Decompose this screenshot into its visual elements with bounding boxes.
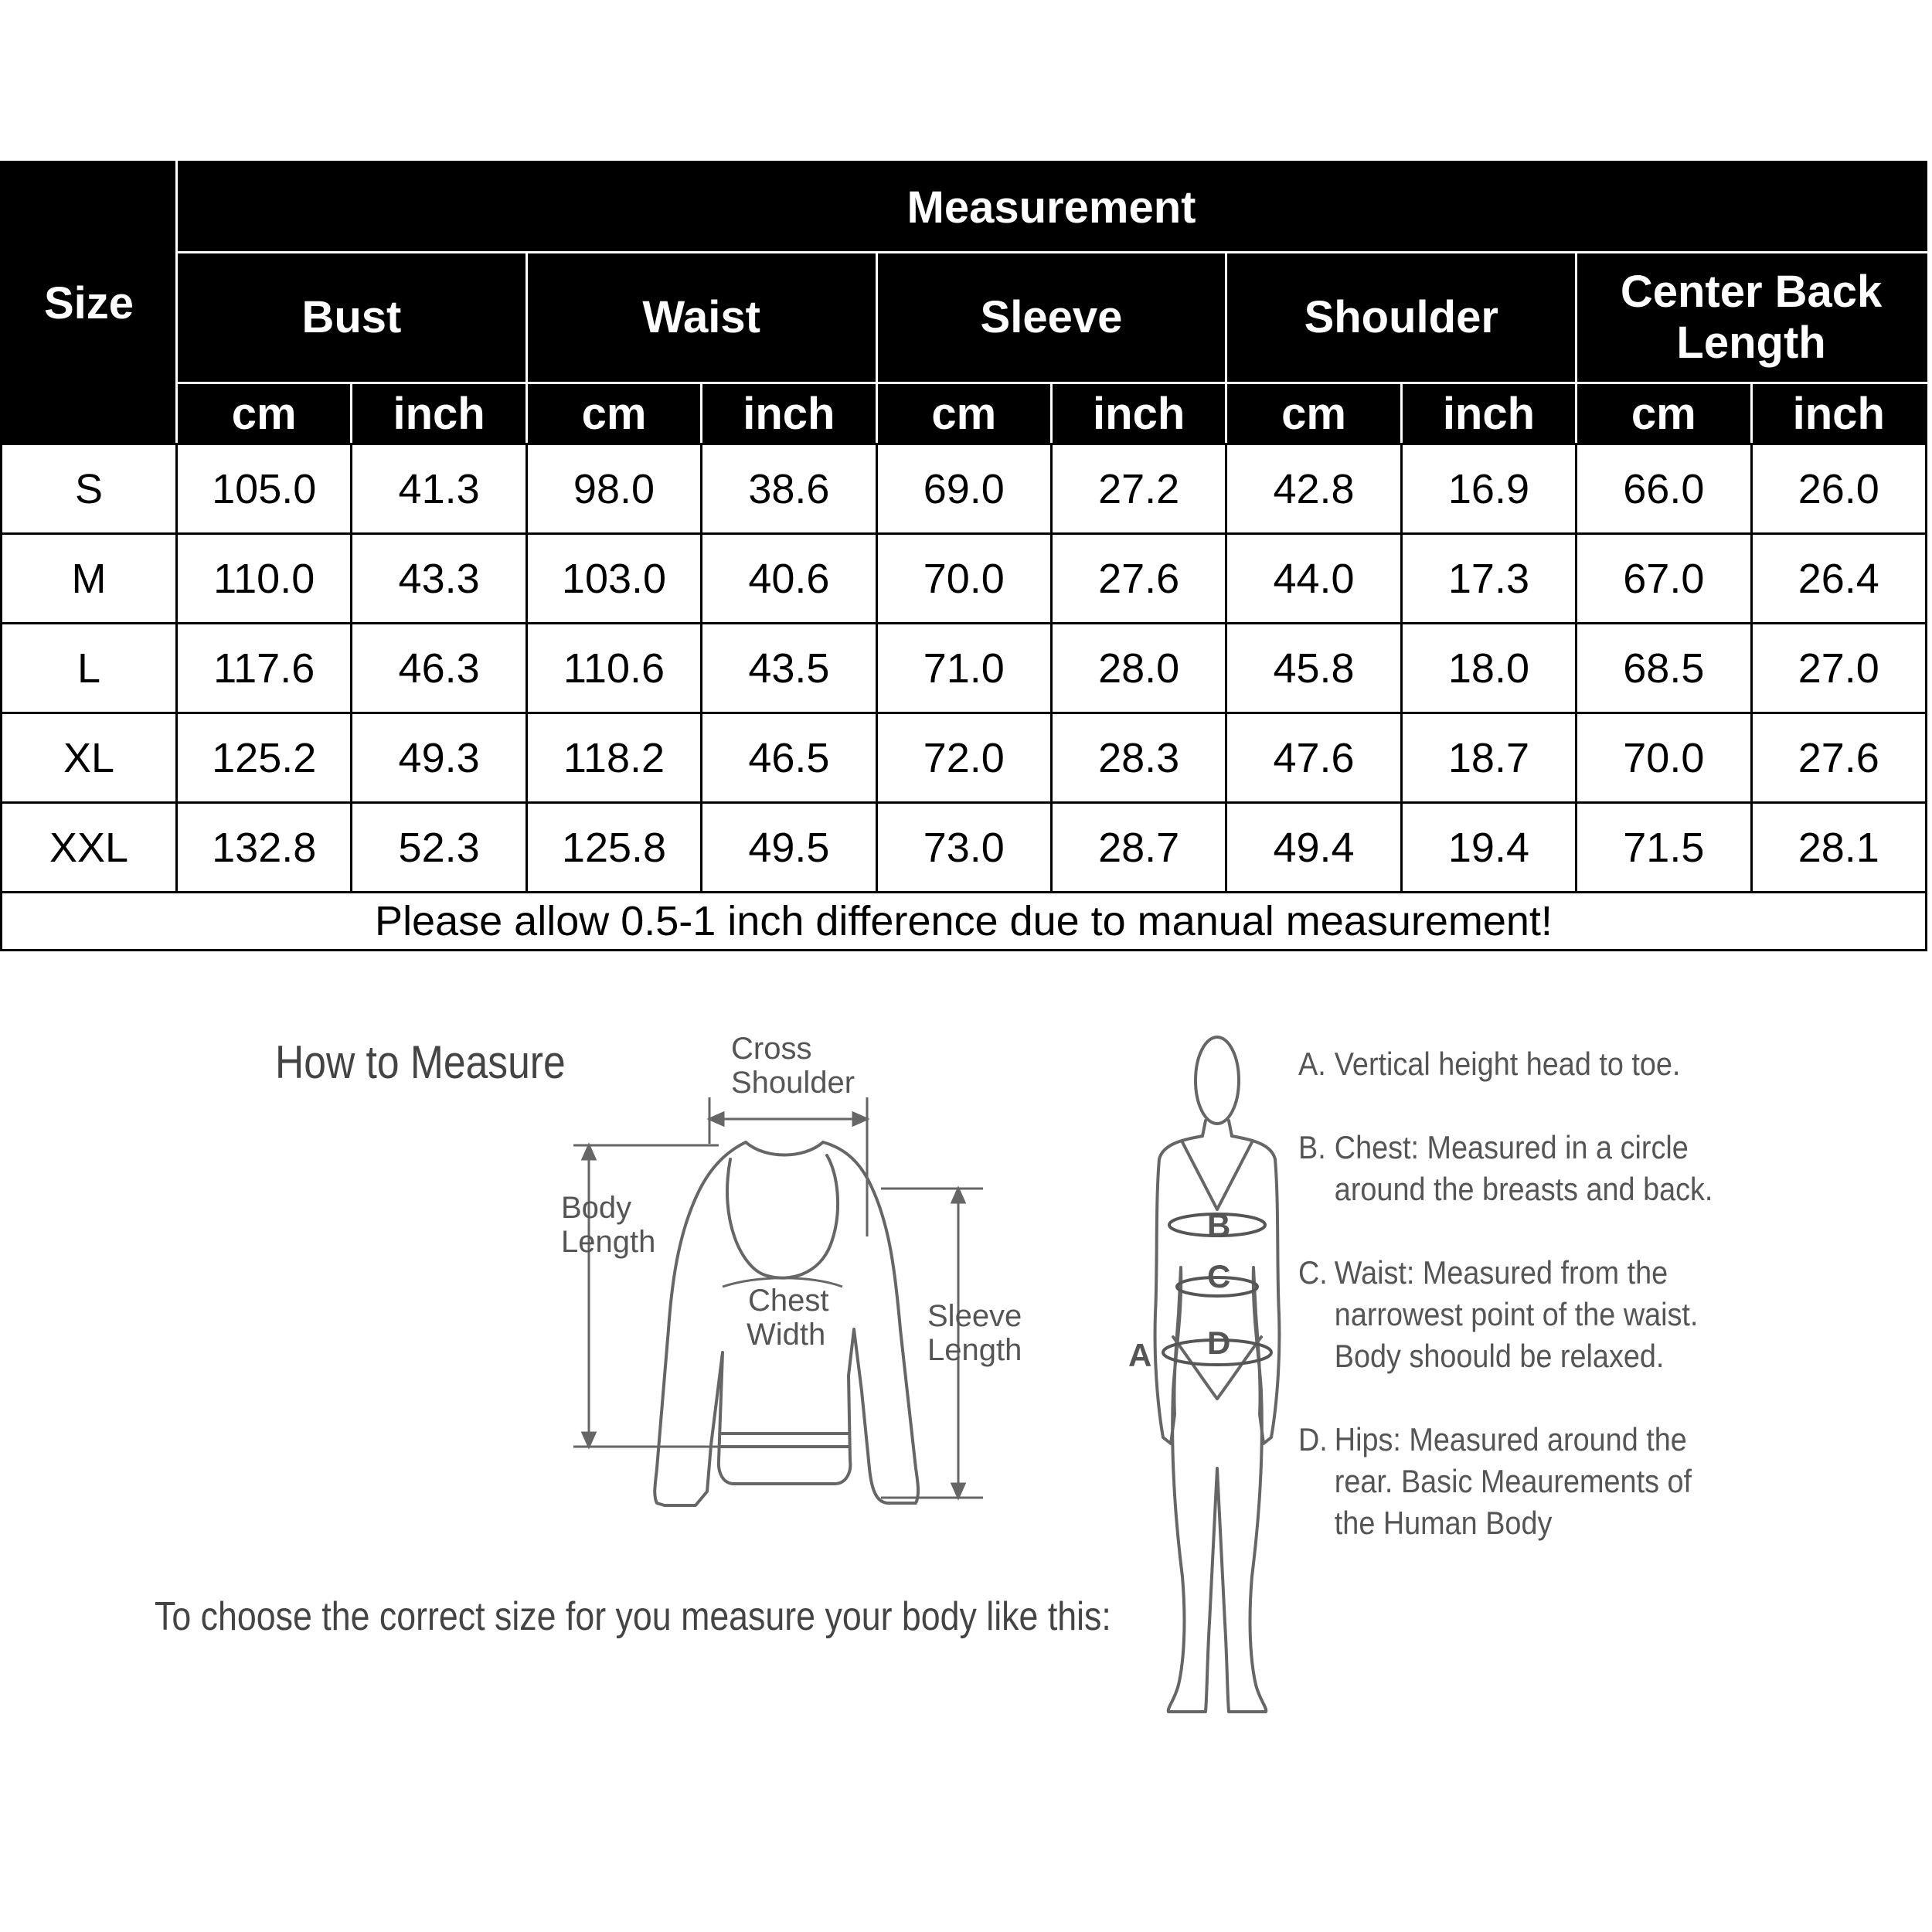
legend-text: Hips: Measured around the rear. Basic Meaurements of the Human Body	[1334, 1421, 1692, 1541]
table-cell: 71.5	[1577, 803, 1751, 893]
cross-shoulder-label: Shoulder	[731, 1066, 855, 1100]
table-row	[2, 803, 1927, 893]
table-cell: 70.0	[876, 534, 1051, 624]
table-cell: 118.2	[526, 713, 701, 803]
table-cell: 105.0	[177, 444, 352, 534]
table-cell: 47.6	[1226, 713, 1401, 803]
note-row	[2, 893, 1927, 951]
size-cell: M	[2, 534, 177, 624]
legend-item-d	[1298, 1419, 1724, 1544]
size-chart-table	[0, 161, 1927, 951]
table-cell: 42.8	[1226, 444, 1401, 534]
unit-header-cm: cm	[1226, 383, 1401, 444]
table-cell: 17.3	[1401, 534, 1576, 624]
legend-letter: A.	[1298, 1046, 1326, 1082]
table-cell: 71.0	[876, 624, 1051, 713]
body-length-label: Length	[561, 1225, 656, 1259]
shirt-illustration	[655, 1142, 918, 1505]
table-cell: 28.7	[1051, 803, 1226, 893]
table-row	[2, 713, 1927, 803]
unit-header-inch: inch	[1051, 383, 1226, 444]
table-cell: 110.0	[177, 534, 352, 624]
table-cell: 49.5	[702, 803, 876, 893]
table-cell: 49.3	[352, 713, 526, 803]
table-cell: 72.0	[876, 713, 1051, 803]
table-cell: 52.3	[352, 803, 526, 893]
table-row	[2, 534, 1927, 624]
table-cell: 27.6	[1051, 534, 1226, 624]
shirt-neck-front	[727, 1155, 838, 1278]
figure-body-outline	[1155, 1136, 1280, 1712]
unit-header-inch: inch	[702, 383, 876, 444]
body-letter-b: B	[1207, 1207, 1231, 1243]
legend-item-c	[1298, 1252, 1724, 1377]
table-cell: 26.0	[1751, 444, 1926, 534]
table-cell: 16.9	[1401, 444, 1576, 534]
measurement-arrows	[573, 1097, 983, 1498]
table-cell: 43.3	[352, 534, 526, 624]
table-cell: 98.0	[526, 444, 701, 534]
size-cell: S	[2, 444, 177, 534]
body-letters	[1128, 1207, 1230, 1373]
table-cell: 125.2	[177, 713, 352, 803]
table-cell: 69.0	[876, 444, 1051, 534]
body-length-label: Body	[561, 1191, 632, 1225]
table-cell: 28.1	[1751, 803, 1926, 893]
table-cell: 125.8	[526, 803, 701, 893]
table-cell: 26.4	[1751, 534, 1926, 624]
table-cell: 27.6	[1751, 713, 1926, 803]
legend-item-a	[1298, 1043, 1724, 1085]
sleeve-length-label: Length	[927, 1333, 1022, 1367]
unit-header-cm: cm	[526, 383, 701, 444]
unit-header-inch: inch	[1751, 383, 1926, 444]
table-cell: 27.0	[1751, 624, 1926, 713]
legend-letter: D.	[1298, 1421, 1328, 1458]
legend-text: Vertical height head to toe.	[1334, 1046, 1681, 1082]
table-cell: 19.4	[1401, 803, 1576, 893]
size-cell: L	[2, 624, 177, 713]
table-cell: 103.0	[526, 534, 701, 624]
table-cell: 110.6	[526, 624, 701, 713]
table-cell: 28.0	[1051, 624, 1226, 713]
legend-item-b	[1298, 1127, 1724, 1210]
legend-text: Waist: Measured from the narrowest point of the waist. Body shoould be relaxed.	[1334, 1254, 1699, 1374]
measurement-note: Please allow 0.5-1 inch difference due to manual measurement!	[2, 893, 1927, 951]
table-cell: 73.0	[876, 803, 1051, 893]
choose-size-instruction: To choose the correct size for you measure your body like this:	[155, 1594, 1111, 1639]
table-cell: 67.0	[1577, 534, 1751, 624]
table-cell: 18.0	[1401, 624, 1576, 713]
shirt-labels	[561, 1032, 1022, 1367]
table-cell: 117.6	[177, 624, 352, 713]
figure-neck	[1202, 1121, 1232, 1136]
size-header: Size	[2, 162, 177, 444]
group-header-bust: Bust	[177, 253, 527, 383]
unit-header-cm: cm	[1577, 383, 1751, 444]
measurement-legend	[1298, 1043, 1713, 1586]
figure-head	[1196, 1037, 1239, 1124]
chest-width-label: Chest	[748, 1284, 829, 1318]
table-cell: 43.5	[702, 624, 876, 713]
table-cell: 18.7	[1401, 713, 1576, 803]
body-letter-a: A	[1128, 1337, 1152, 1373]
table-cell: 70.0	[1577, 713, 1751, 803]
group-header-sleeve: Sleeve	[876, 253, 1226, 383]
unit-header-cm: cm	[177, 383, 352, 444]
chest-width-label: Width	[747, 1318, 826, 1352]
size-cell: XL	[2, 713, 177, 803]
measurement-header: Measurement	[177, 162, 1927, 253]
table-cell: 132.8	[177, 803, 352, 893]
table-cell: 40.6	[702, 534, 876, 624]
legend-text: Chest: Measured in a circle around the breasts and back.	[1334, 1129, 1713, 1207]
how-to-measure-title: How to Measure	[275, 1036, 566, 1088]
sleeve-length-label: Sleeve	[927, 1299, 1022, 1333]
table-cell: 66.0	[1577, 444, 1751, 534]
table-cell: 38.6	[702, 444, 876, 534]
body-figure-illustration	[1155, 1037, 1280, 1712]
table-row	[2, 624, 1927, 713]
table-cell: 44.0	[1226, 534, 1401, 624]
unit-header-inch: inch	[352, 383, 526, 444]
table-cell: 45.8	[1226, 624, 1401, 713]
body-measure-lines	[1163, 1214, 1271, 1365]
shirt-outline	[655, 1142, 918, 1505]
legend-letter: B.	[1298, 1129, 1326, 1165]
table-cell: 49.4	[1226, 803, 1401, 893]
table-row	[2, 444, 1927, 534]
table-cell: 27.2	[1051, 444, 1226, 534]
unit-header-cm: cm	[876, 383, 1051, 444]
table-cell: 68.5	[1577, 624, 1751, 713]
group-header-waist: Waist	[526, 253, 876, 383]
legend-letter: C.	[1298, 1254, 1328, 1291]
group-header-shoulder: Shoulder	[1226, 253, 1577, 383]
unit-header-inch: inch	[1401, 383, 1576, 444]
cross-shoulder-label: Cross	[731, 1032, 812, 1066]
figure-swimsuit-lines	[1173, 1142, 1261, 1399]
body-letter-d: D	[1207, 1325, 1231, 1361]
table-cell: 41.3	[352, 444, 526, 534]
shirt-neck-back	[746, 1142, 823, 1155]
group-header-center-back-length: Center Back Length	[1577, 253, 1927, 383]
size-cell: XXL	[2, 803, 177, 893]
table-cell: 46.5	[702, 713, 876, 803]
body-letter-c: C	[1207, 1258, 1231, 1294]
table-cell: 28.3	[1051, 713, 1226, 803]
table-cell: 46.3	[352, 624, 526, 713]
